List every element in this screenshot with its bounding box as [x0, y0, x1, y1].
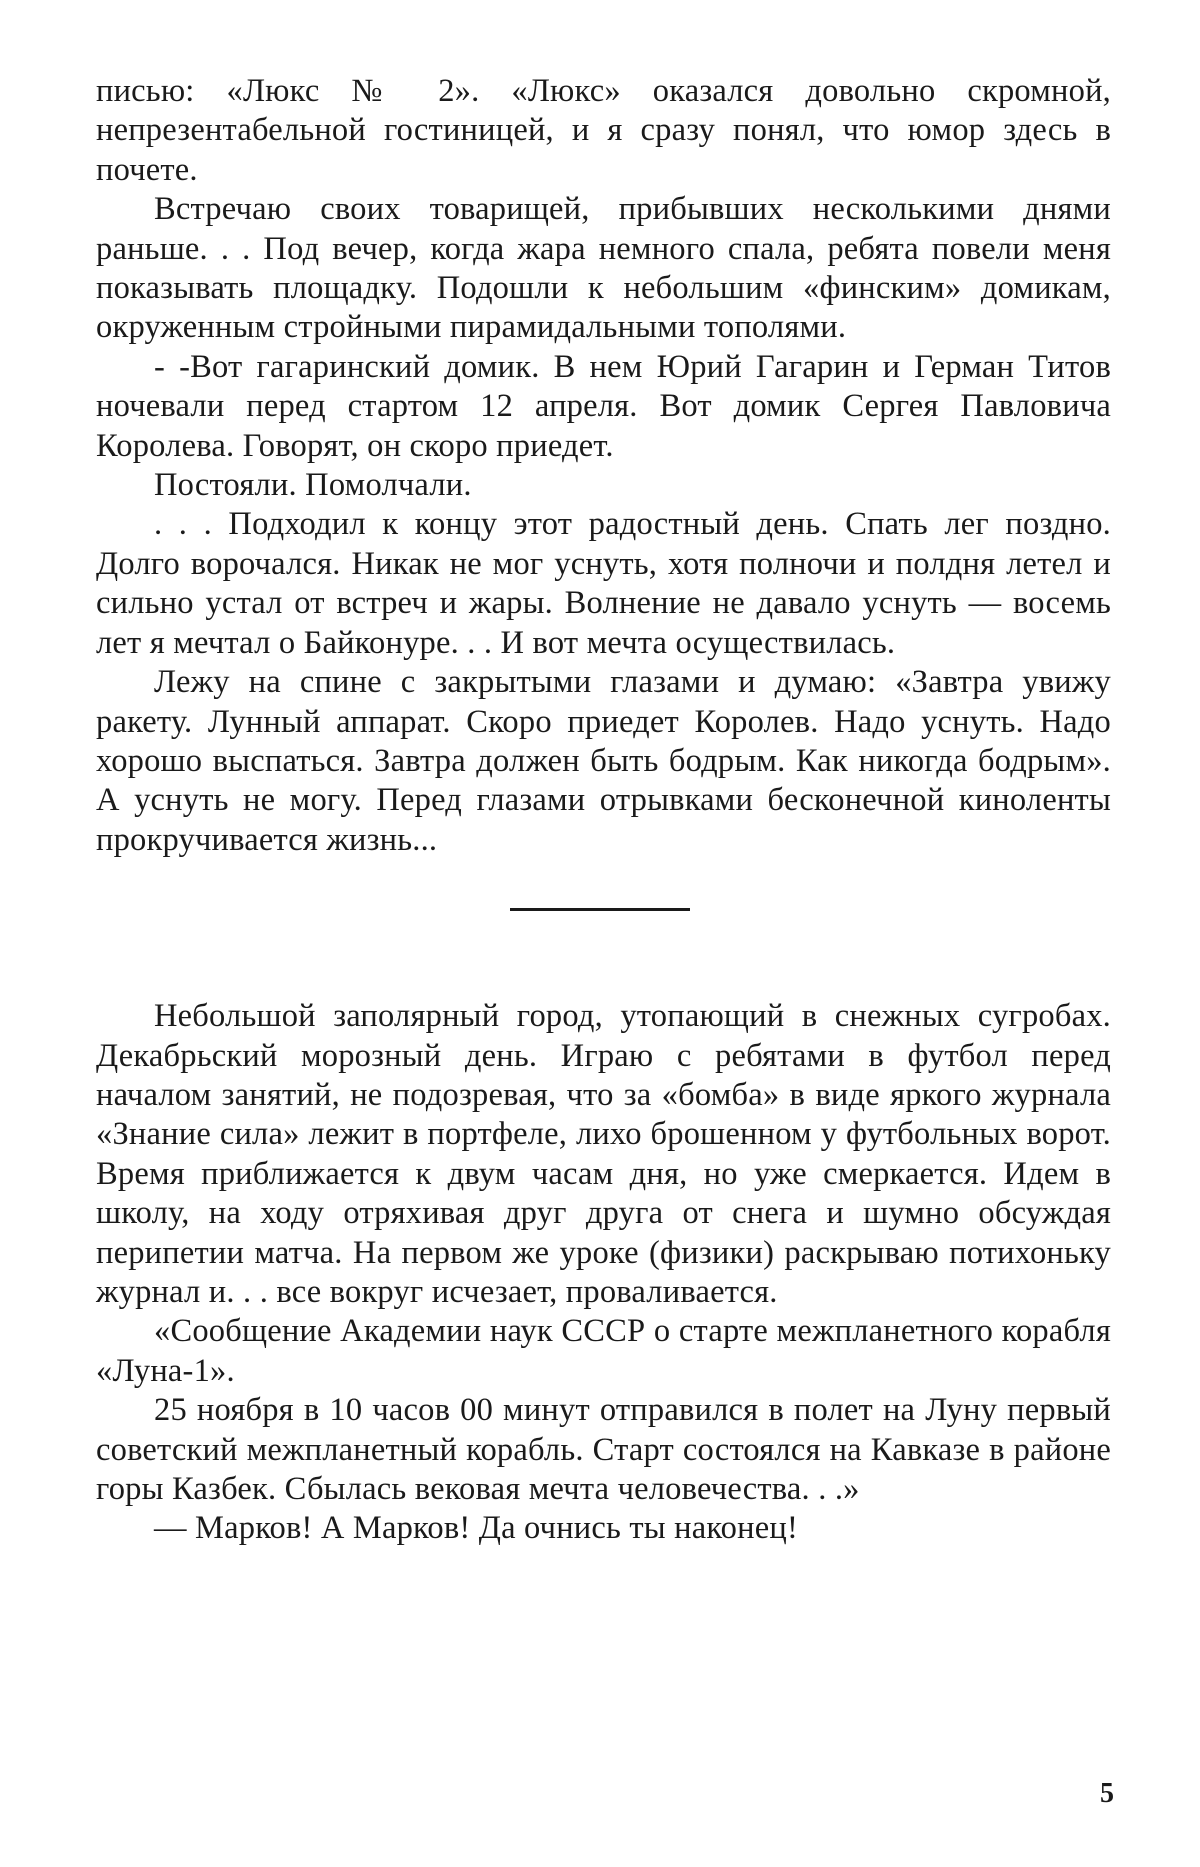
paragraph: Небольшой заполярный город, утопающий в снежных сугробах. Декабрьский морозный день. Играю с ребятами в футбол перед началом занятий, не подозревая, что за «бомба» в виде яркого журнала «Знание сила» лежит в портфеле, лихо брошенном у футбольных ворот. Время приближается к двум часам дня, но уже смеркается. Идем в школу, на ходу отряхивая друг друга от снега и шумно обсуждая перипетии матча. На первом же уроке (физики) раскрываю потихоньку журнал и. . . все вокруг исчезает, проваливается. [96, 998, 1111, 1310]
section-divider [510, 908, 690, 911]
paragraph: писью: «Люкс № 2». «Люкс» оказался довольно скромной, непрезентабельной гостиницей, и я сразу понял, что юмор здесь в почете. [96, 73, 1111, 188]
paragraph: - -Вот гагаринский домик. В нем Юрий Гагарин и Герман Титов ночевали перед стартом 12 апреля. Вот домик Сергея Павловича Королева. Говорят, он скоро приедет. [96, 348, 1111, 464]
paragraph: 25 ноября в 10 часов 00 минут отправился в полет на Луну первый советский межпланетный корабль. Старт состоялся на Кавказе в районе горы Казбек. Сбылась вековая мечта человечества. . .» [96, 1392, 1111, 1507]
paragraph: . . . Подходил к концу этот радостный день. Спать лег поздно. Долго ворочался. Никак не мог уснуть, хотя полночи и полдня летел и сильно устал от встреч и жары. Волнение не давало уснуть — восемь лет я мечтал о Байконуре. . . И вот мечта осуществилась. [96, 506, 1111, 661]
paragraph: — Марков! А Марков! Да очнись ты наконец! [154, 1510, 798, 1547]
paragraph: «Сообщение Академии наук СССР о старте межпланетного корабля «Луна-1». [96, 1313, 1111, 1389]
book-page [96, 72, 1111, 1549]
paragraph: Постояли. Помолчали. [154, 467, 472, 504]
page-number: 5 [1100, 1778, 1114, 1809]
paragraph: Встречаю своих товарищей, прибывших несколькими днями раньше. . . Под вечер, когда жара немного спала, ребята повели меня показывать площадку. Подошли к небольшим «финским» домикам, окруженным стройными пирамидальными тополями. [96, 191, 1111, 346]
paragraph: Лежу на спине с закрытыми глазами и думаю: «Завтра увижу ракету. Лунный аппарат. Скоро приедет Королев. Надо уснуть. Надо хорошо выспаться. Завтра должен быть бодрым. Как никогда бодрым». А уснуть не могу. Перед глазами отрывками бесконечной киноленты прокручивается жизнь... [96, 664, 1111, 858]
